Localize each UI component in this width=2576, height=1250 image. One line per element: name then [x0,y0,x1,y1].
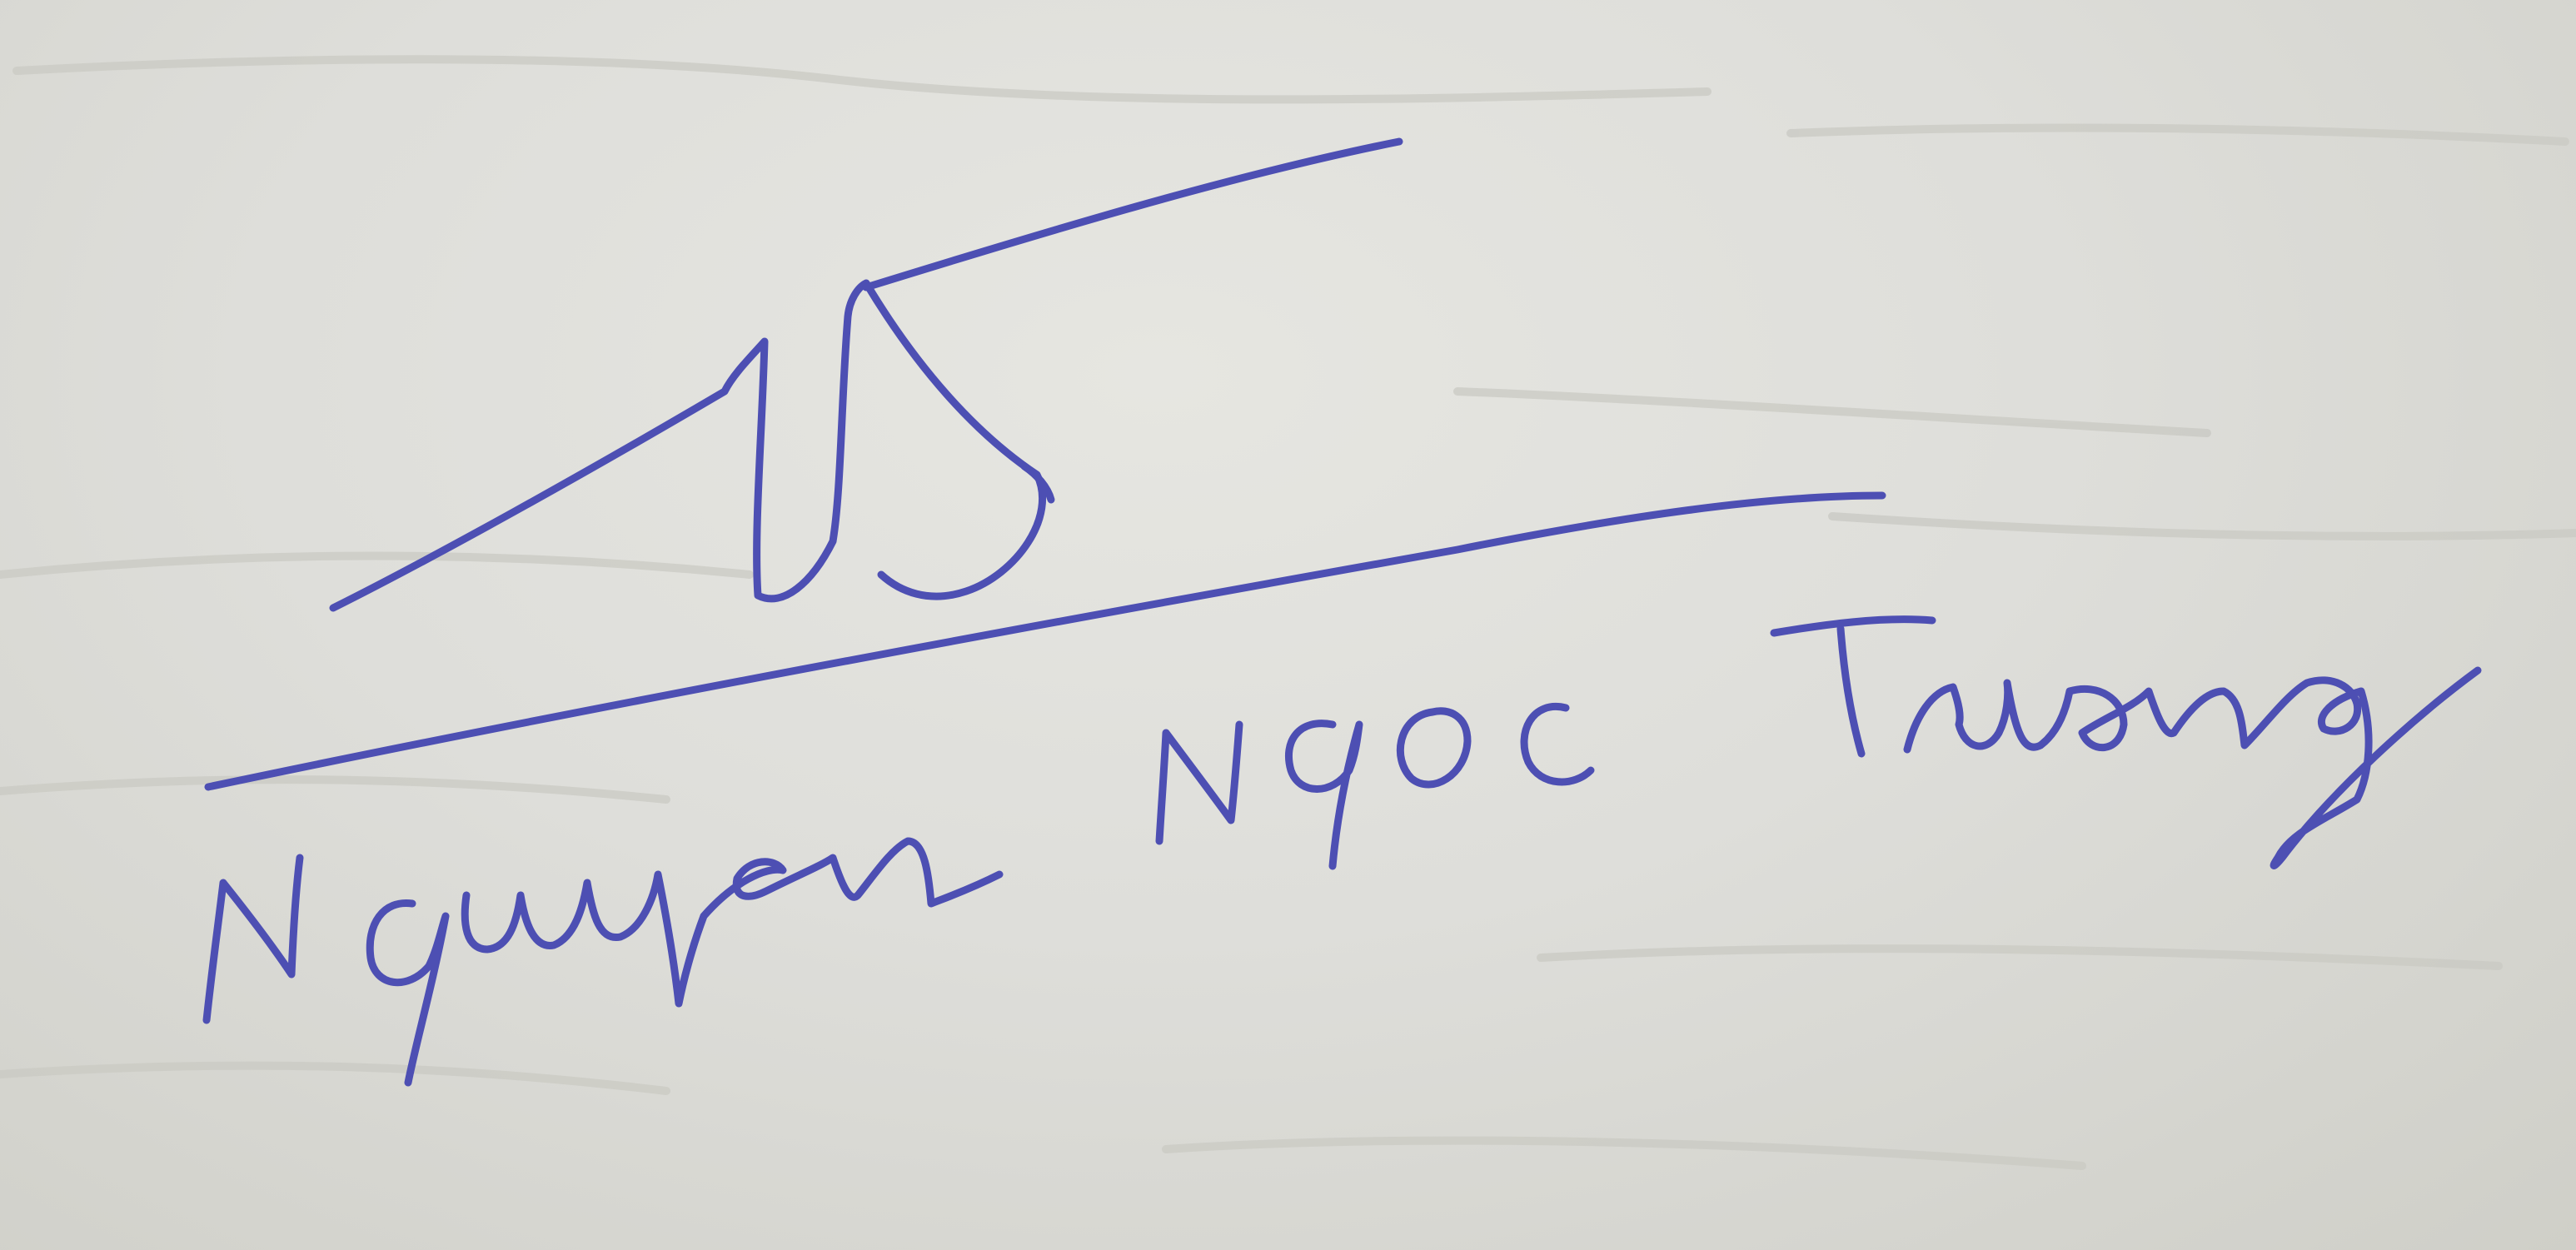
letter-N-1 [207,858,300,1020]
initial-top-stroke [866,142,1399,287]
letters-guyen [370,841,999,1083]
letter-N-2 [1159,725,1239,841]
letters-ruong [1907,670,2478,865]
initial-flourish [333,283,1043,608]
letters-goc [1288,706,1591,866]
